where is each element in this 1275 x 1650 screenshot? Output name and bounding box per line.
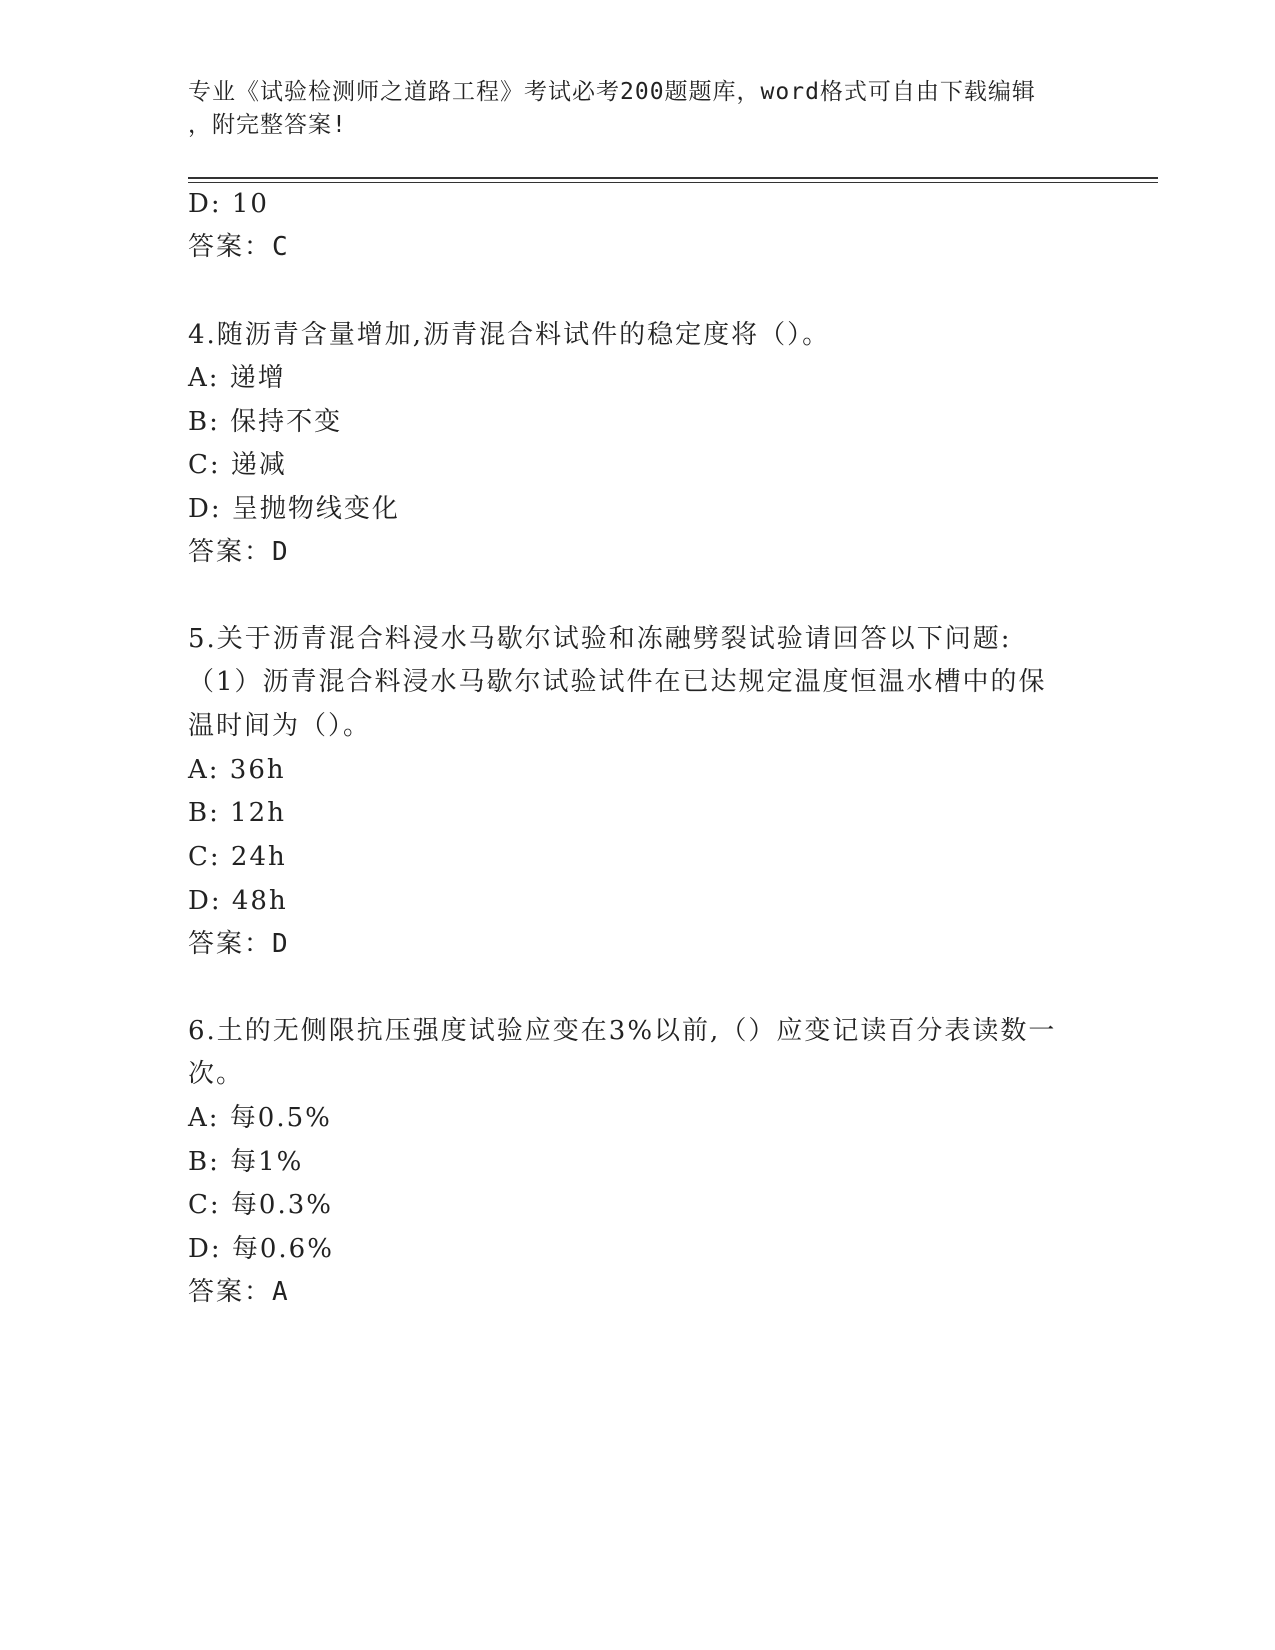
header-divider-thick <box>188 177 1158 179</box>
option-c: C: 递减 <box>188 450 287 480</box>
answer-line: 答案：D <box>188 929 290 959</box>
header-line-2: ，附完整答案! <box>188 112 347 138</box>
question-stem: 5.关于沥青混合料浸水马歇尔试验和冻融劈裂试验请回答以下问题: <box>188 624 1012 654</box>
answer-line: 答案：A <box>188 1277 290 1307</box>
question-stem: 次。 <box>188 1059 245 1089</box>
option-d: D: 10 <box>188 189 269 219</box>
option-d: D: 呈抛物线变化 <box>188 494 400 524</box>
option-d: D: 48h <box>188 886 288 916</box>
option-d: D: 每0.6% <box>188 1234 334 1264</box>
question-stem: 6.土的无侧限抗压强度试验应变在3%以前,（）应变记读百分表读数一 <box>188 1016 1057 1046</box>
option-b: B: 12h <box>188 798 286 828</box>
answer-line: 答案：D <box>188 537 290 567</box>
option-a: A: 36h <box>188 755 286 785</box>
question-stem: 温时间为（）。 <box>188 711 372 741</box>
option-a: A: 递增 <box>188 363 286 393</box>
option-b: B: 每1% <box>188 1147 304 1177</box>
option-c: C: 每0.3% <box>188 1190 333 1220</box>
question-stem: （1）沥青混合料浸水马歇尔试验试件在已达规定温度恒温水槽中的保 <box>188 667 1047 697</box>
option-c: C: 24h <box>188 842 287 872</box>
header-divider-thin <box>188 182 1158 183</box>
question-stem: 4.随沥青含量增加,沥青混合料试件的稳定度将（）。 <box>188 320 831 350</box>
header-line-1: 专业《试验检测师之道路工程》考试必考200题题库，word格式可自由下载编辑 <box>188 79 1036 105</box>
option-a: A: 每0.5% <box>188 1103 332 1133</box>
answer-line: 答案：C <box>188 232 290 262</box>
document-header <box>188 76 1088 142</box>
option-b: B: 保持不变 <box>188 407 343 437</box>
